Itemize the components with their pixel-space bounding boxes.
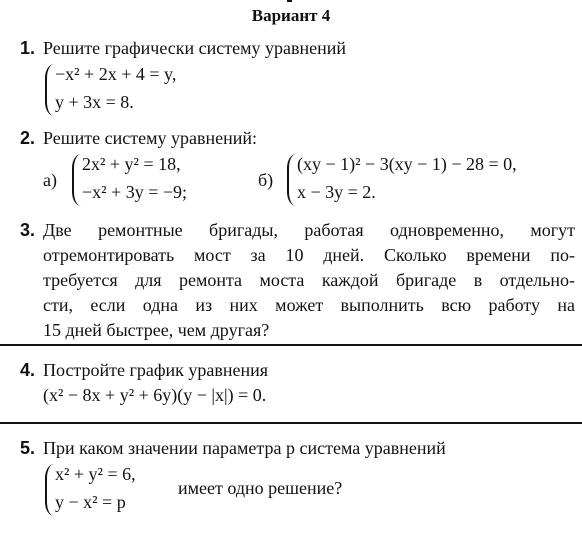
task-question: При каком значении параметра p система уравнений [43,438,446,458]
system-equation-1: −x² + 2x + 4 = y, [55,64,177,84]
system-brace [45,64,55,116]
system-brace [287,154,297,206]
divider [0,422,582,424]
system-equation-1: (xy − 1)² − 3(xy − 1) − 28 = 0, [297,154,517,174]
system-equation-1: 2x² + y² = 18, [82,154,181,174]
system-brace [72,154,82,206]
task-number: 4. [20,360,36,380]
task-question: Решите графически систему уравнений [43,38,347,58]
subtask-label-b: б) [258,170,274,190]
task-number: 2. [20,128,36,148]
equation-system-a [72,152,252,208]
equation-system [45,62,245,118]
subtask-label-a: а) [43,170,57,190]
task-question: Решите систему уравнений: [43,128,257,148]
system-equation-2: y − x² = p [55,492,126,512]
paragraph-line: отремонтировать мост за 10 дней. Сколько времени по- [43,245,575,265]
equation-system-b [287,152,577,208]
task-paragraph [43,218,575,343]
paragraph-line: требуется для ремонта моста каждой бригаде в отдельно- [43,270,575,290]
task-question: Постройте график уравнения [43,360,269,380]
task-tail-text: имеет одно решение? [178,478,343,498]
divider [0,344,582,346]
paragraph-line: Две ремонтные бригады, работая одновременно, могут [43,220,575,240]
system-equation-2: x − 3y = 2. [297,182,376,202]
paragraph-line: 15 дней быстрее, чем другая? [43,320,270,340]
equation-system [45,462,175,518]
paragraph-line: сти, если одна из них может выполнить всю работу на [43,295,575,315]
task-number: 1. [20,38,36,58]
task-number: 3. [20,220,36,240]
system-equation-1: x² + y² = 6, [55,464,136,484]
system-equation-2: y + 3x = 8. [55,92,134,112]
variant-title: Вариант 4 [251,6,331,25]
task-number: 5. [20,438,36,458]
task-equation: (x² − 8x + y² + 6y)(y − |x|) = 0. [43,385,267,405]
system-brace [45,464,55,516]
system-equation-2: −x² + 3y = −9; [82,182,188,202]
top-mark [287,0,292,2]
